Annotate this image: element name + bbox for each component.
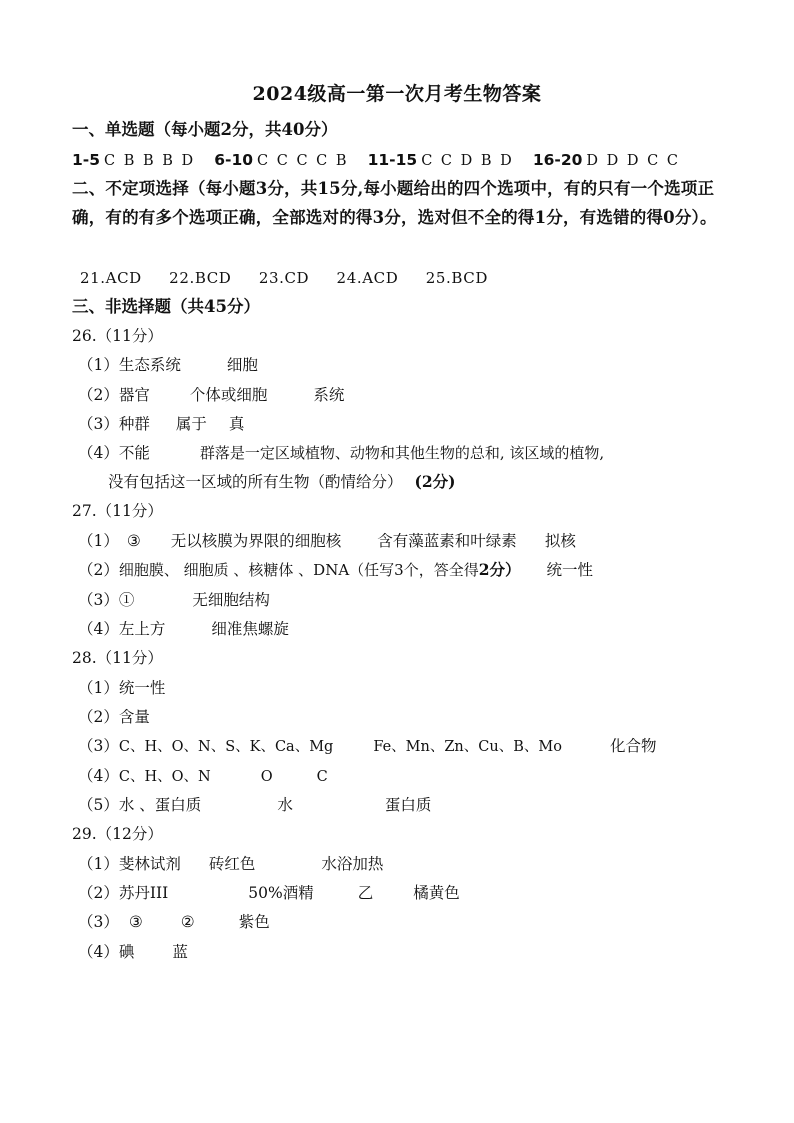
answer-part: Fe、Mn、Zn、Cu、B、Mo <box>373 739 562 755</box>
q26-answer-4 <box>72 441 724 465</box>
answer-part: ③ <box>126 532 141 550</box>
answer-part: 橘黄色 <box>413 884 460 902</box>
answer-part: 种群 <box>118 415 150 433</box>
answer-number: （3） <box>78 591 119 609</box>
score-note: 2分） <box>478 560 521 579</box>
q26-answer-4-line2 <box>108 470 734 494</box>
q27-answer-2 <box>72 558 724 582</box>
answer-number: （4） <box>78 943 119 961</box>
multi-answer-25: 25.BCD <box>425 269 488 287</box>
answer-part: ② <box>180 913 195 931</box>
answer-part: 紫色 <box>238 913 270 931</box>
answer-part: 真 <box>228 415 245 433</box>
q28-answer-3 <box>72 734 724 759</box>
answer-part: 细胞 <box>226 356 258 374</box>
answer-part: 含有藻蓝素和叶绿素 <box>377 532 517 550</box>
answer-number: （4） <box>78 620 119 638</box>
q28-label: 28.（11分） <box>72 649 163 667</box>
mc-range-3: 11-15 <box>367 151 418 169</box>
answer-part: 无以核膜为界限的细胞核 <box>170 532 342 550</box>
section2-answers <box>72 266 724 290</box>
answer-part: 无细胞结构 <box>192 591 270 609</box>
answer-part: 拟核 <box>544 532 576 550</box>
q26-answer-1 <box>72 353 724 377</box>
multi-answer-23: 23.CD <box>258 269 310 287</box>
answer-part: 水 <box>277 796 293 814</box>
answer-part: C、H、O、N、S、K、Ca、Mg <box>118 739 334 755</box>
answer-part: 碘 <box>118 943 135 961</box>
q26-answer-2 <box>72 383 724 407</box>
answer-number: （3） <box>78 737 119 755</box>
answer-number: （2） <box>78 708 119 726</box>
q29-answer-2 <box>72 881 724 905</box>
section1-answers <box>72 148 724 173</box>
answer-part: 统一性 <box>546 561 594 579</box>
answer-number: （1） <box>78 356 119 374</box>
answer-number: （1） <box>78 679 119 697</box>
answer-part: 蛋白质 <box>384 796 432 814</box>
multi-answer-22: 22.BCD <box>169 269 232 287</box>
section1-heading: 一、单选题（每小题2分，共40分） <box>72 120 338 139</box>
q28-answer-5 <box>72 793 724 817</box>
answer-part: 器官 <box>118 386 150 404</box>
answer-part: 化合物 <box>609 737 657 755</box>
answer-part: 水 、蛋白质 <box>118 796 202 814</box>
answer-part: O <box>260 769 273 785</box>
answer-part: 乙 <box>357 884 374 902</box>
answer-number: （1） <box>78 855 119 873</box>
q26-label: 26.（11分） <box>72 327 163 345</box>
answer-number: （2） <box>78 386 119 404</box>
answer-part: 斐林试剂 <box>118 855 181 873</box>
mc-range-1: 1-5 <box>72 151 101 169</box>
answer-number: （1） <box>78 532 119 550</box>
answer-part: ③ <box>128 913 143 931</box>
answer-part: 砖红色 <box>208 855 256 873</box>
q27-answer-3 <box>72 588 724 612</box>
answer-part: 细准焦螺旋 <box>211 620 289 638</box>
mc-answers-3: C C D B D <box>421 153 514 169</box>
q28-answer-1 <box>72 676 724 700</box>
answer-number: （4） <box>78 444 119 462</box>
section2-heading: 二、不定项选择（每小题3分，共15分,每小题给出的四个选项中，有的只有一个选项正确，有的有多个选项正确，全部选对的得3分，选对但不全的得1分，有选错的得0分）。 <box>72 179 717 227</box>
q27-answer-1 <box>72 529 724 553</box>
q28-answer-2 <box>72 705 724 729</box>
answer-part: 水浴加热 <box>321 855 384 873</box>
q29-answer-4 <box>72 940 724 964</box>
answer-part: 细胞膜、 细胞质 、核糖体 、DNA（任写3个，答全得 <box>118 561 479 579</box>
answer-number: （2） <box>78 884 119 902</box>
answer-part: 统一性 <box>118 679 166 697</box>
answer-number: （5） <box>78 796 119 814</box>
section3-heading: 三、非选择题（共45分） <box>72 297 260 316</box>
answer-part: 不能 <box>118 444 150 462</box>
answer-part: 50%酒精 <box>248 884 314 902</box>
mc-answers-4: D D D C C <box>586 153 680 169</box>
q29-label: 29.（12分） <box>72 825 163 843</box>
answer-part: 系统 <box>313 386 345 404</box>
q29-answer-1 <box>72 852 724 876</box>
mc-answers-2: C C C C B <box>257 153 349 169</box>
answer-part: 含量 <box>118 708 150 726</box>
score-note: (2分) <box>414 472 456 491</box>
multi-answer-21: 21.ACD <box>80 269 142 287</box>
mc-answers-1: C B B B D <box>104 153 196 169</box>
q27-label: 27.（11分） <box>72 502 163 520</box>
answer-part: ① <box>118 591 135 609</box>
q29-answer-3 <box>72 910 724 934</box>
answer-continuation: 没有包括这一区域的所有生物（酌情给分） <box>108 473 403 491</box>
answer-part: 苏丹III <box>118 884 169 902</box>
answer-part: 生态系统 <box>118 356 181 374</box>
answer-part: 属于 <box>175 415 207 433</box>
multi-answer-24: 24.ACD <box>336 269 399 287</box>
answer-number: （3） <box>78 913 119 931</box>
answer-number: （4） <box>78 767 119 785</box>
mc-range-2: 6-10 <box>214 151 254 169</box>
answer-part: 左上方 <box>118 620 166 638</box>
q27-answer-4 <box>72 617 724 641</box>
answer-part: C <box>316 769 328 785</box>
page-title: 2024级高一第一次月考生物答案 <box>252 83 542 105</box>
answer-number: （3） <box>78 415 119 433</box>
answer-part: 个体或细胞 <box>189 386 268 404</box>
q28-answer-4 <box>72 764 724 789</box>
mc-range-4: 16-20 <box>532 151 583 169</box>
answer-part: 群落是一定区域植物、动物和其他生物的总和, 该区域的植物, <box>199 444 605 462</box>
answer-number: （2） <box>78 561 119 579</box>
q26-answer-3 <box>72 412 724 436</box>
answer-part: 蓝 <box>172 943 188 961</box>
answer-part: C、H、O、N <box>118 769 211 785</box>
